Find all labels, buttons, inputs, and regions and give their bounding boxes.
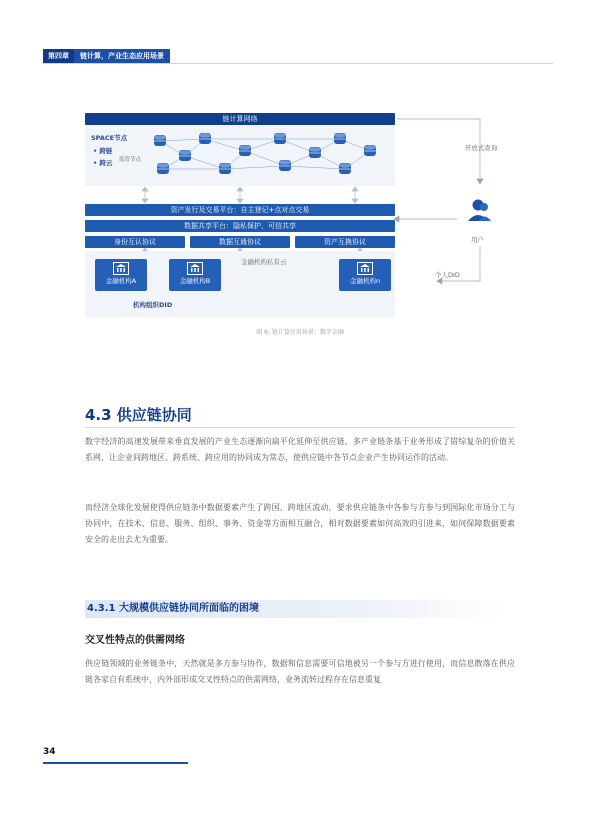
chain-network-bar: 链计算网络 <box>85 113 395 125</box>
subsection-title: 4.3.1 大规模供应链协同所面临的困境 <box>87 603 259 614</box>
chapter-title: 链计算，产业生态应用场景 <box>74 49 170 63</box>
db-node <box>157 163 169 174</box>
private-cloud-label: 金融机构私有云 <box>241 258 287 266</box>
bullet-cross-cloud: • 跨云 <box>93 159 113 167</box>
figure-caption: 图 6: 链计算应用场景：数字金融 <box>256 329 344 336</box>
db-node <box>334 133 346 144</box>
db-node <box>239 145 251 156</box>
user-label: 用户 <box>471 236 484 244</box>
subsection-paragraph: 供应链领域的业务链条中，天然就是多方参与协作，数据和信息需要可信地被另一个参与方进行使用，而信息散落在供应链各家自有系统中，内外部形成交叉性特点的供需网络，业务流转过程存在信息重复 <box>85 659 515 684</box>
db-node <box>274 133 286 144</box>
open-query-label: 开放式查询 <box>464 144 498 152</box>
data-sharing-bar: 数据共享平台：隐私保护、可信共享 <box>85 220 395 232</box>
section-divider <box>85 427 515 428</box>
personal-did-label: 个人DID <box>435 271 460 279</box>
supervise-node-label: 监管节点 <box>119 157 142 163</box>
space-node-label: SPACE节点 <box>91 134 128 142</box>
subheading: 交叉性特点的供需网络 <box>85 635 185 646</box>
footer-rule <box>43 762 188 764</box>
bank-n <box>339 259 391 291</box>
db-node <box>309 147 321 158</box>
user-icon <box>468 200 491 222</box>
subsection-band <box>85 600 503 618</box>
db-node <box>179 150 191 161</box>
asset-protocol: 资产互换协议 <box>295 236 395 248</box>
bank-a <box>95 259 147 291</box>
asset-platform-bar: 资产发行及交易平台：自主登记+点对点交易 <box>85 204 395 216</box>
bullet-cross-chain: • 跨链 <box>93 147 113 155</box>
bank-icon <box>113 262 129 275</box>
bank-n-label: 金融机构n <box>349 277 381 285</box>
page-number: 34 <box>43 747 56 757</box>
bank-a-label: 金融机构A <box>105 277 137 285</box>
bank-icon <box>187 262 203 275</box>
bank-b-label: 金融机构B <box>179 277 211 285</box>
db-node <box>219 163 231 174</box>
data-protocol: 数据互通协议 <box>190 236 290 248</box>
chapter-tag <box>43 49 170 63</box>
bank-icon <box>357 262 373 275</box>
bank-b <box>169 259 221 291</box>
org-did-label: 机构组织DID <box>133 301 173 309</box>
db-node <box>279 160 291 171</box>
figure-digital-finance <box>85 111 505 321</box>
db-node <box>364 145 376 156</box>
section-title: 4.3 供应链协同 <box>85 406 192 424</box>
section-paragraph-1: 数字经济的高速发展带来垂直发展的产业生态逐渐向扁平化延伸至供应链，多产业链条基于业务形成了错综复杂的价值关系网，让企业间跨地区、跨系统、跨应用的协同成为常态，使供应链中各节点企业产生协同运作的活动。 <box>85 437 515 462</box>
identity-protocol: 身份互认协议 <box>85 236 185 248</box>
db-node <box>199 133 211 144</box>
db-node <box>154 135 166 146</box>
chapter-number: 第四章 <box>43 49 74 63</box>
db-node <box>339 163 351 174</box>
section-paragraph-2: 而经济全球化发展使得供应链条中数据要素产生了跨国、跨地区流动，要求供应链条中各参与方参与到国际化市场分工与协同中，在技术、信息、服务、组织、事务、资金等方面相互融合，相对数据要素如何高效的引进来，如何保障数据要素安全的走出去尤为重要。 <box>85 503 515 544</box>
header-divider <box>43 63 553 64</box>
